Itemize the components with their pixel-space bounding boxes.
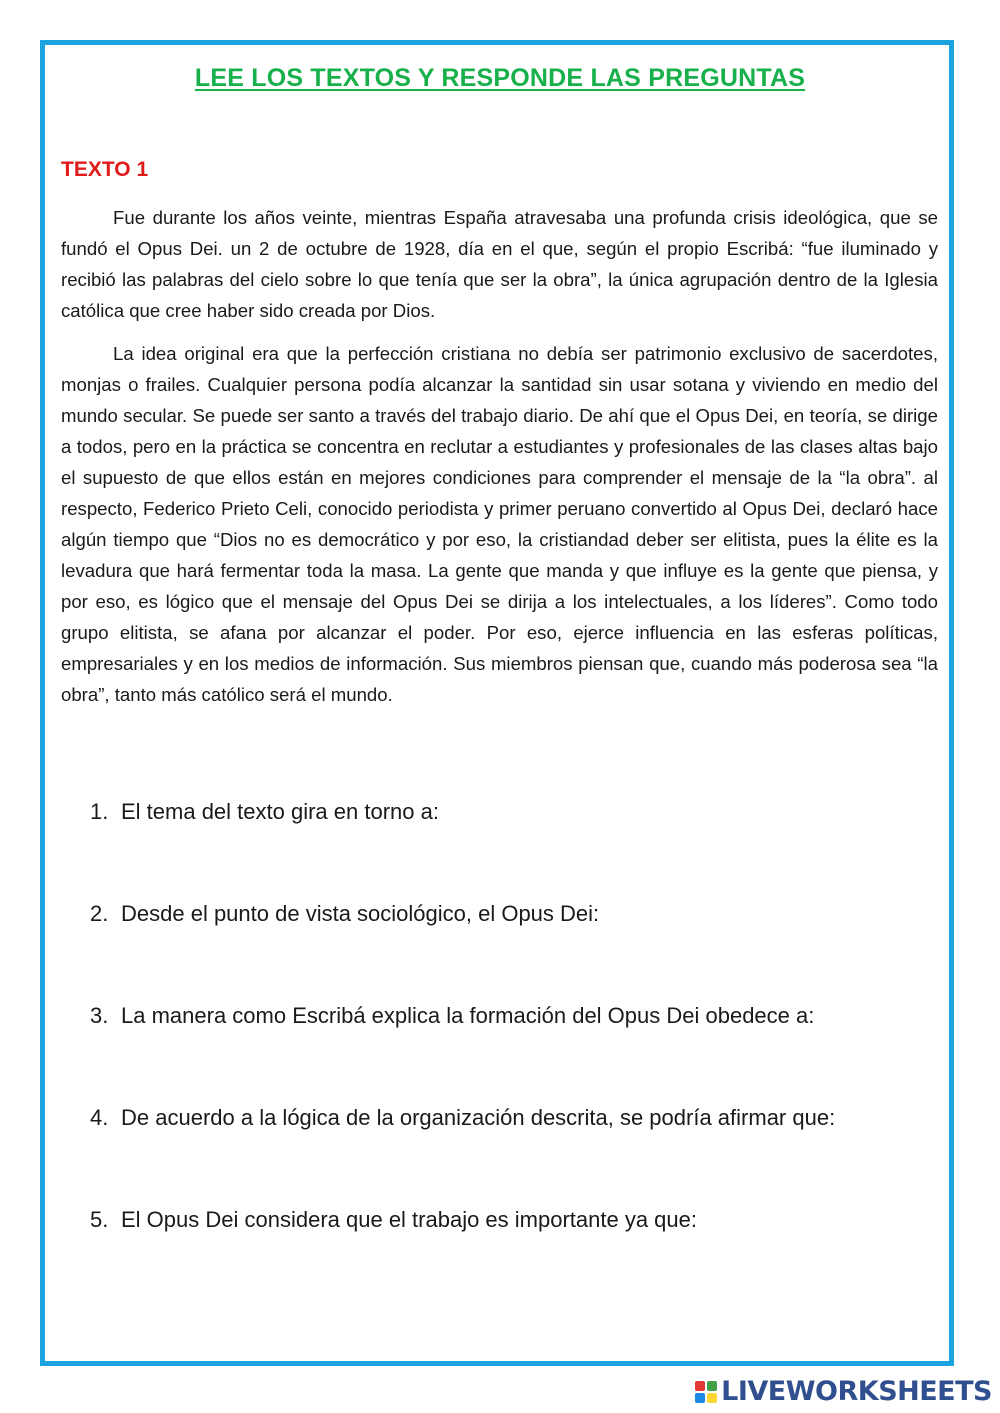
logo-square: [707, 1393, 717, 1403]
question-item: [90, 1000, 940, 1102]
logo-square: [695, 1393, 705, 1403]
question-text: De acuerdo a la lógica de la organización descrita, se podría afirmar que:: [121, 1105, 836, 1130]
question-item: [90, 1102, 940, 1204]
page-title: LEE LOS TEXTOS Y RESPONDE LAS PREGUNTAS: [194, 64, 806, 92]
paragraph: La idea original era que la perfección cristiana no debía ser patrimonio exclusivo de sacerdotes, monjas o frailes. Cualquier persona podía alcanzar la santidad sin usar sotana y viviendo en medio del mundo secular. Se puede ser santo a través del trabajo diario. De ahí que el Opus Dei, en teoría, se dirige a todos, pero en la práctica se concentra en reclutar a estudiantes y profesionales de las clases altas bajo el supuesto de que ellos están en mejores condiciones para comprender el mensaje de la “la obra”. al respecto, Federico Prieto Celi, conocido periodista y primer peruano convertido al Opus Dei, declaró hace algún tiempo que “Dios no es democrático y por eso, la cristiandad deber ser elitista, pues la élite es la levadura que hará fermentar toda la masa. La gente que manda y que influye es la gente que piensa, y por eso, es lógico que el mensaje del Opus Dei se dirija a los intelectuales, a los líderes”. Como todo grupo elitista, se afana por alcanzar el poder. Por eso, ejerce influencia en las esferas políticas, empresariales y en los medios de información. Sus miembros piensan que, cuando más poderosa sea “la obra”, tanto más católico será el mundo.: [61, 343, 938, 705]
question-number: 4.: [90, 1105, 109, 1130]
liveworksheets-brand: [695, 1376, 992, 1407]
question-text: El tema del texto gira en torno a:: [121, 799, 439, 824]
brand-name: LIVEWORKSHEETS: [721, 1376, 992, 1407]
question-list: [90, 796, 940, 1306]
question-number: 1.: [90, 799, 109, 824]
question-item: [90, 1204, 940, 1306]
question-item: [90, 796, 940, 898]
question-text: Desde el punto de vista sociológico, el Opus Dei:: [121, 901, 600, 926]
logo-square: [695, 1381, 705, 1391]
logo-square: [707, 1381, 717, 1391]
reading-text: [61, 202, 938, 722]
paragraph: Fue durante los años veinte, mientras España atravesaba una profunda crisis ideológica, que se fundó el Opus Dei. un 2 de octubre de 1928, día en el que, según el propio Escribá: “fue iluminado y recibió las palabras del cielo sobre lo que tenía que ser la obra”, la única agrupación dentro de la Iglesia católica que cree haber sido creada por Dios.: [61, 207, 938, 321]
question-text: La manera como Escribá explica la formación del Opus Dei obedece a:: [121, 1003, 815, 1028]
question-number: 3.: [90, 1003, 109, 1028]
liveworksheets-logo-icon: [695, 1381, 717, 1403]
question-text: El Opus Dei considera que el trabajo es importante ya que:: [121, 1207, 697, 1232]
question-item: [90, 898, 940, 1000]
question-number: 5.: [90, 1207, 109, 1232]
question-number: 2.: [90, 901, 109, 926]
section-label-texto-1: TEXTO 1: [61, 158, 149, 181]
